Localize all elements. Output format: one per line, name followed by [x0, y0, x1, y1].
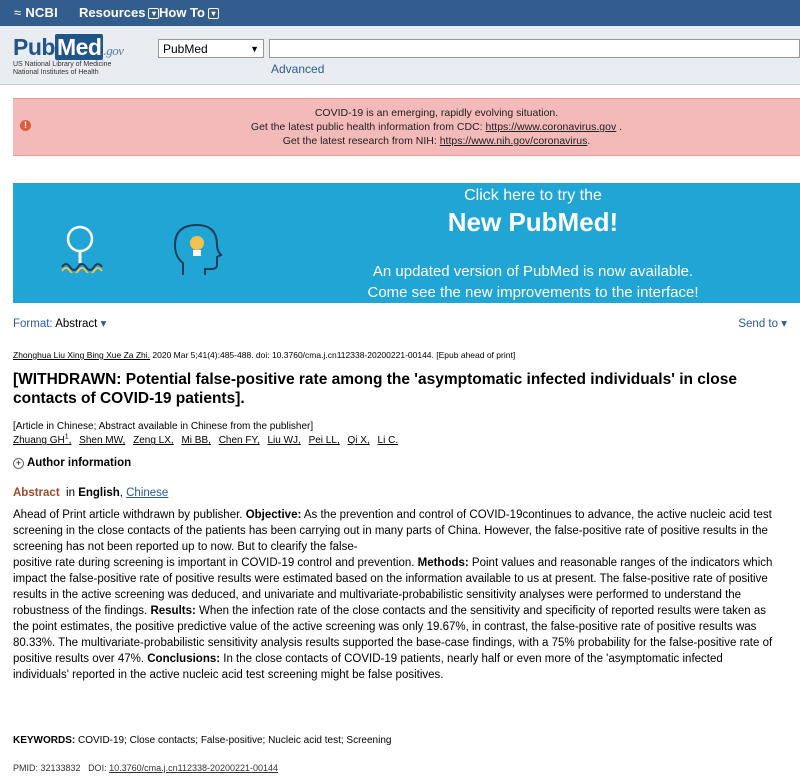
abstract-language: English [78, 487, 120, 499]
abstract-in: in [66, 487, 79, 499]
author-information-toggle[interactable] [13, 457, 131, 469]
doi-link[interactable]: 10.3760/cma.j.cn112338-20200221-00144 [109, 763, 279, 773]
howto-menu[interactable] [159, 5, 219, 20]
author-list [13, 434, 403, 446]
database-value: PubMed [163, 42, 208, 56]
abstract-section-label: Objective: [245, 509, 302, 521]
author-link[interactable]: Zhuang GH$^1$, [13, 434, 72, 447]
banner-lines-3-4 [283, 261, 783, 303]
keywords-label: KEYWORDS: [13, 735, 78, 746]
author-link[interactable]: Zeng LX, [133, 435, 174, 447]
alert-line-2 [73, 120, 800, 134]
alert-cdc-text: Get the latest public health information from CDC: [250, 121, 486, 133]
author-information-label: Author information [27, 457, 132, 469]
abstract-label: Abstract [13, 487, 60, 499]
abstract-chinese-link[interactable]: Chinese [126, 487, 169, 499]
language-note: [Article in Chinese; Abstract available in Chinese from the publisher] [13, 421, 314, 432]
doi-label: DOI: [88, 763, 110, 773]
pubmed-header [0, 26, 800, 85]
nih-line: National Institutes of Health [13, 69, 99, 76]
advanced-search-link[interactable]: Advanced [271, 62, 325, 76]
author-name: Zhuang GH [13, 435, 65, 447]
dna-icon: ≈ [14, 5, 22, 20]
affiliation-sup: 1 [64, 434, 69, 441]
alert-text [73, 106, 800, 148]
abstract-text [13, 507, 778, 683]
alert-cdc-punct: . [616, 121, 623, 133]
alert-line-3 [73, 134, 800, 148]
author-name: Zeng LX [133, 435, 171, 447]
author-name: Chen FY [218, 435, 257, 447]
article-title: [WITHDRAWN: Potential false-positive rate among the 'asymptomatic infected individuals' in close contacts of COVID-19 patients]. [13, 371, 737, 407]
logo-gov: .gov [103, 43, 124, 58]
author-link[interactable]: Liu WJ, [267, 435, 301, 447]
author-link[interactable]: Chen FY, [218, 435, 260, 447]
banner-line-1: Click here to try the [464, 187, 602, 204]
author-name: Liu WJ [267, 435, 299, 447]
pubmed-logo[interactable] [13, 34, 123, 61]
send-to-label: Send to [738, 318, 779, 330]
ncbi-logo[interactable] [14, 5, 58, 20]
database-select[interactable] [158, 39, 264, 58]
keywords-list: COVID-19; Close contacts; False-positive; Nucleic acid test; Screening [78, 735, 392, 746]
abstract-segment: When the infection rate of the close contacts and the sensitivity and specificity of reported results were taken as the point estimates, the positive predictive value of the active screening was only 19.67%, in contrast, the false-positive rate of positive results was 80.33%. The multivariate-probabilistic sensitivity analysis results supported the base-case findings, with a 75% probability for the false-positive rate of positive results over 47%. [13, 605, 773, 665]
magnifier-icon [58, 223, 118, 273]
banner-line-4: Come see the new improvements to the interface! [367, 284, 699, 301]
dropdown-arrow-icon: ▼ [250, 44, 259, 54]
ncbi-logo-text: NCBI [25, 5, 58, 20]
alert-nih-punct: . [587, 135, 591, 147]
howto-label: How To [159, 5, 205, 20]
resources-menu[interactable] [79, 5, 159, 20]
pmid: PMID: 32133832 [13, 763, 81, 773]
author-name: Mi BB [181, 435, 209, 447]
banner-line-2: New PubMed! [447, 207, 619, 237]
nih-link[interactable]: https://www.nih.gov/coronavirus [439, 135, 588, 147]
journal-link[interactable]: Zhonghua Liu Xing Bing Xue Za Zhi. [13, 350, 151, 360]
head-lightbulb-icon [173, 221, 223, 277]
alert-line-1: COVID-19 is an emerging, rapidly evolving situation. [314, 107, 559, 119]
chevron-down-icon: ▾ [208, 8, 219, 19]
abstract-segment: In the close contacts of COVID-19 patients, nearly half or even more of the 'asymptomatic infected individuals' reported in the active nucleic acid test screening might be false positives. [13, 653, 723, 681]
ncbi-top-bar [0, 0, 800, 26]
abstract-section-label: Methods: [417, 557, 469, 569]
keywords [13, 735, 391, 746]
search-input[interactable] [269, 39, 800, 58]
cdc-link[interactable]: https://www.coronavirus.gov [485, 121, 617, 133]
author-name: Shen MW [79, 435, 123, 447]
abstract-segment: Point values and reasonable ranges of the indicators which impact the false-positive rate of positive results were estimated based on the information available to us at present. The false-positive rate of positive results in the active screening was deduced, and univariate and multivariate-probabilistic sensitivity analyses were performed to understand the robustness of the findings. [13, 557, 773, 617]
alert-icon: ! [20, 120, 31, 131]
abstract-section-label: Conclusions: [147, 653, 221, 665]
chevron-down-icon: ▾ [781, 318, 787, 330]
resources-label: Resources [79, 5, 146, 20]
author-link[interactable]: Pei LL, [308, 435, 340, 447]
logo-pub: Pub [13, 34, 55, 60]
abstract-segment: positive rate during screening is important in COVID-19 control and prevention. [13, 557, 418, 569]
author-link[interactable]: Shen MW, [79, 435, 126, 447]
format-label: Format: [13, 318, 56, 330]
nlm-subtitle [13, 61, 111, 77]
new-pubmed-banner[interactable] [13, 183, 800, 303]
author-link[interactable]: Qi X, [347, 435, 370, 447]
chevron-down-icon: ▾ [148, 8, 159, 19]
nlm-line: US National Library of Medicine [13, 61, 112, 68]
author-link[interactable]: Li C. [377, 435, 399, 447]
chevron-down-icon: ▾ [100, 318, 107, 330]
abstract-section-label: Results: [150, 605, 196, 617]
format-menu[interactable] [13, 316, 106, 330]
banner-line-3: An updated version of PubMed is now available. [372, 263, 694, 280]
abstract-heading: Abstract in English, Chinese [13, 487, 169, 499]
author-name: Li C [377, 435, 396, 447]
article-ids [13, 763, 278, 773]
author-name: Qi X [347, 435, 367, 447]
expand-plus-icon: + [13, 458, 24, 469]
send-to-menu[interactable] [738, 316, 787, 330]
alert-nih-text: Get the latest research from NIH: [282, 135, 440, 147]
covid-alert [13, 98, 800, 156]
logo-med: Med [56, 34, 102, 60]
author-link[interactable]: Mi BB, [181, 435, 211, 447]
citation-line [13, 350, 515, 360]
abstract-segment: As the prevention and control of COVID-19continues to advance, the active nucleic acid test screening in the close contacts of the patients has been carrying out in many parts of China. However, the false-positive rate of positive results in the screening has not been reported up to now. But to clearify the false- [13, 509, 772, 553]
abstract-segment: Ahead of Print article withdrawn by publisher. [13, 509, 246, 521]
author-name: Pei LL [308, 435, 337, 447]
citation-rest: 2020 Mar 5;41(4):485-488. doi: 10.3760/cma.j.cn112338-20200221-00144. [Epub ahead of print] [150, 350, 516, 360]
format-value: Abstract [55, 318, 98, 330]
